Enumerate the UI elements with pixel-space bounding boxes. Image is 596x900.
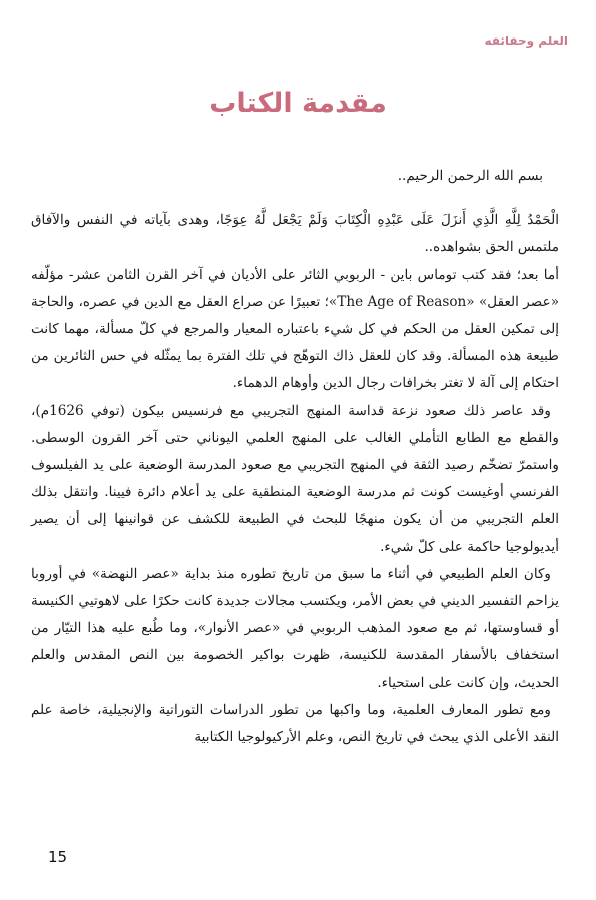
paragraph-empiricism: وقد عاصر ذلك صعود نزعة قداسة المنهج التجريبي مع فرنسيس بيكون (توفي 1626م)، والقطع مع الطابع التأملي الغالب على المنهج العلمي اليوناني حتى آخر القرون الوسطى. واستمرّ تضخّم رصيد الثقة في المنهج التجريبي مع صعود المدرسة الوضعية على يد الفيلسوف الفرنسي أوغيست كونت ثم مدرسة الوضعية المنطقية على يد أعلام دائرة فيينا. وانتقل بذلك العلم التجريبي من أن يكون منهجًا للبحث في الطبيعة للكشف عن قوانينها إلى أن يصير أيديولوجيا حاكمة على كلّ شيء. <box>31 402 559 555</box>
chapter-title: مقدمة الكتاب <box>209 88 387 119</box>
body-text <box>31 163 559 751</box>
paragraph-biblical-studies: ومع تطور المعارف العلمية، وما واكبها من تطور الدراسات التوراتية والإنجيلية، خاصة علم النقد الأعلى الذي يبحث في تاريخ النص، وعلم الأركيولوجيا الكتابية <box>31 701 559 746</box>
paragraph-hamdala: الْحَمْدُ لِلَّهِ الَّذِي أَنزَلَ عَلَى عَبْدِهِ الْكِتَابَ وَلَمْ يَجْعَل لَّهُ عِوَجًا، وهدى بآياته في النفس والآفاق ملتمس الحق بشواهده.. <box>31 212 559 256</box>
paragraph-renaissance: وكان العلم الطبيعي في أثناء ما سبق من تاريخ تطوره منذ بداية «عصر النهضة» في أوروبا يزاحم التفسير الديني في بعض الأمر، ويكتسب مجالات جديدة كانت حكرًا على لاهوتيي الكنيسة أو قساوستها، ثم مع صعود المذهب الربوبي في «عصر الأنوار»، وما طُبع عليه هذا التيّار من استخفاف بالأسفار المقدسة للكنيسة، ظهرت بواكير الخصومة بين النص المقدس والعلم الحديث، وإن كانت على استحياء. <box>31 565 559 691</box>
paragraph-age-of-reason: أما بعد؛ فقد كتب توماس باين - الربوبي الثائر على الأديان في آخر القرن الثامن عشر- مؤلّفه «عصر العقل» «The Age of Reason»؛ تعبيرًا عن صراع العقل مع الدين في عصره، والحاجة إلى تمكين العقل من الحكم في كل شيء باعتباره المعيار والمرجع في كلّ مسألة، مهما كانت طبيعة هذه المسألة. وقد كان للعقل ذاك التوهّج في تلك الفترة بما يمثّله في حس الثائرين من احتكام إلى آلة لا تغتر بخرافات رجال الدين وأوهام الدهماء. <box>31 266 560 392</box>
basmala-paragraph: بسم الله الرحمن الرحيم.. <box>397 168 543 184</box>
running-head: العلم وحقائقه <box>484 34 568 48</box>
page-number: 15 <box>48 848 68 866</box>
